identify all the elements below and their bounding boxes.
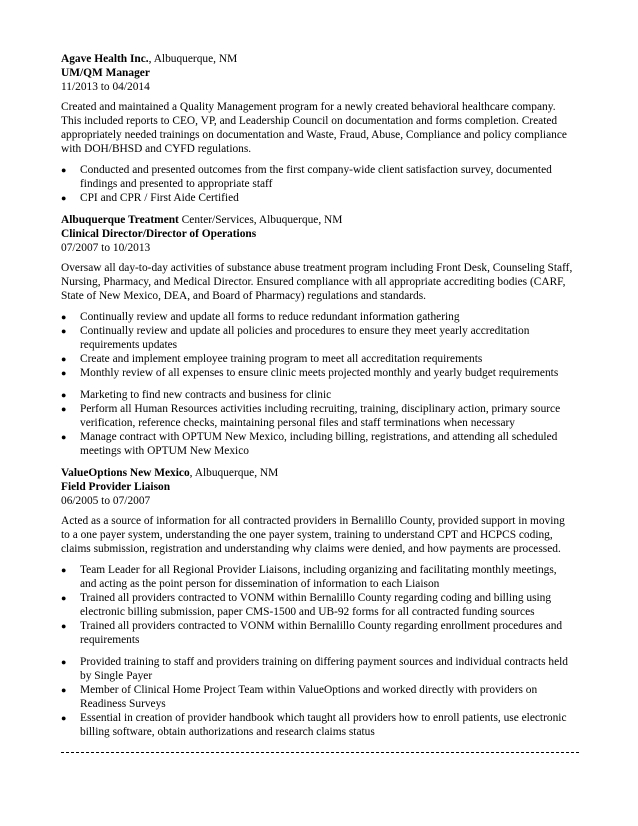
job-dates: 07/2007 to 10/2013 bbox=[61, 242, 151, 254]
bullet-icon: ● bbox=[61, 165, 67, 175]
list-item-text: Continually review and update all forms to reduce redundant information gathering bbox=[80, 311, 460, 323]
bullet-list bbox=[61, 163, 581, 205]
list-item bbox=[61, 402, 581, 430]
list-item-text: requirements bbox=[80, 634, 140, 646]
list-item-text: Member of Clinical Home Project Team within ValueOptions and worked directly with providers on bbox=[80, 684, 538, 696]
summary-line: claims submission, registration and understanding why claims were denied, and how payments are processed. bbox=[61, 543, 561, 555]
list-item-text: billing software, obtain authorizations and research claims status bbox=[80, 726, 375, 738]
bullet-icon: ● bbox=[61, 368, 67, 378]
list-item-text: Essential in creation of provider handbook which taught all providers how to enroll patients, use electronic bbox=[80, 712, 567, 724]
summary-line: Oversaw all day-to-day activities of substance abuse treatment program including Front Desk, Counseling Staff, bbox=[61, 262, 573, 274]
bullet-icon: ● bbox=[61, 390, 67, 400]
job-albuquerque-treatment bbox=[61, 213, 581, 458]
list-item bbox=[61, 619, 581, 647]
summary-line: Nursing, Pharmacy, and Medical Director. Ensured compliance with all appropriate accrediting bodies (CARF, bbox=[61, 276, 566, 288]
summary-line: This included reports to CEO, VP, and Leadership Council on documentation and forms completion. Created bbox=[61, 115, 558, 127]
bullet-icon: ● bbox=[61, 312, 67, 322]
bullet-icon: ● bbox=[61, 713, 67, 723]
list-item-text: Trained all providers contracted to VONM within Bernalillo County regarding coding and billing using bbox=[80, 592, 552, 604]
job-agave bbox=[61, 52, 581, 205]
bullet-icon: ● bbox=[61, 354, 67, 364]
list-item bbox=[61, 655, 581, 683]
bullet-icon: ● bbox=[61, 404, 67, 414]
list-item bbox=[61, 352, 581, 366]
resume-content bbox=[61, 52, 581, 747]
bullet-icon: ● bbox=[61, 621, 67, 631]
bullet-icon: ● bbox=[61, 565, 67, 575]
summary-line: Acted as a source of information for all contracted providers in Bernalillo County, provided support in moving bbox=[61, 515, 565, 527]
list-item bbox=[61, 191, 581, 205]
employer-line bbox=[61, 466, 581, 480]
summary-line: State of New Mexico, DEA, and Board of Pharmacy) regulations and standards. bbox=[61, 290, 427, 302]
bullet-icon: ● bbox=[61, 326, 67, 336]
list-item-text: Manage contract with OPTUM New Mexico, including billing, registrations, and attending all scheduled bbox=[80, 431, 558, 443]
job-title: Clinical Director/Director of Operations bbox=[61, 228, 257, 240]
job-summary bbox=[61, 100, 581, 156]
job-summary bbox=[61, 261, 581, 303]
list-item-text: verification, reference checks, maintaining personal files and staff terminations when necessary bbox=[80, 417, 515, 429]
employer-name: Agave Health Inc. bbox=[61, 53, 149, 65]
bullet-icon: ● bbox=[61, 593, 67, 603]
employer-location: Center/Services, Albuquerque, NM bbox=[178, 214, 343, 226]
list-item bbox=[61, 324, 581, 352]
bullet-list bbox=[61, 388, 581, 458]
list-item-text: Trained all providers contracted to VONM within Bernalillo County regarding enrollment procedures and bbox=[80, 620, 563, 632]
summary-line: to a one payer system, understanding the one payer system, training to understand CPT and HCPCS coding, bbox=[61, 529, 553, 541]
list-item-text: electronic billing submission, paper CMS-1500 and UB-92 forms for all contracted funding sources bbox=[80, 606, 535, 618]
list-item-text: Create and implement employee training program to meet all accreditation requirements bbox=[80, 353, 483, 365]
job-dates: 06/2005 to 07/2007 bbox=[61, 495, 151, 507]
bottom-divider bbox=[61, 752, 579, 753]
list-item-text: Conducted and presented outcomes from the first company-wide client satisfaction survey, documented bbox=[80, 164, 552, 176]
summary-line: Created and maintained a Quality Management program for a newly created behavioral healthcare company. bbox=[61, 101, 556, 113]
bullet-icon: ● bbox=[61, 657, 67, 667]
summary-line: with DOH/BHSD and CYFD regulations. bbox=[61, 143, 252, 155]
employer-location: , Albuquerque, NM bbox=[189, 467, 279, 479]
list-item bbox=[61, 563, 581, 591]
job-summary bbox=[61, 514, 581, 556]
list-item-text: Perform all Human Resources activities including recruiting, training, disciplinary action, primary source bbox=[80, 403, 561, 415]
list-item-text: requirements updates bbox=[80, 339, 178, 351]
bullet-list bbox=[61, 655, 581, 739]
list-item-text: Marketing to find new contracts and business for clinic bbox=[80, 389, 332, 401]
list-item-text: Team Leader for all Regional Provider Liaisons, including organizing and facilitating monthly meetings, bbox=[80, 564, 557, 576]
list-item bbox=[61, 711, 581, 739]
list-item-text: findings and presented to appropriate staff bbox=[80, 178, 273, 190]
employer-location: , Albuquerque, NM bbox=[148, 53, 238, 65]
job-valueoptions bbox=[61, 466, 581, 739]
list-item bbox=[61, 388, 581, 402]
bullet-icon: ● bbox=[61, 432, 67, 442]
list-item bbox=[61, 163, 581, 191]
job-title: UM/QM Manager bbox=[61, 67, 150, 79]
list-item-text: Continually review and update all policies and procedures to ensure they meet yearly accreditation bbox=[80, 325, 530, 337]
bullet-list bbox=[61, 563, 581, 647]
list-item-text: meetings with OPTUM New Mexico bbox=[80, 445, 249, 457]
summary-line: appropriately needed trainings on documentation and Waste, Fraud, Abuse, Compliance and policy compliance bbox=[61, 129, 567, 141]
list-item bbox=[61, 683, 581, 711]
list-item-text: by Single Payer bbox=[80, 670, 153, 682]
list-item bbox=[61, 430, 581, 458]
bullet-list bbox=[61, 310, 581, 380]
list-item-text: Readiness Surveys bbox=[80, 698, 166, 710]
employer-line bbox=[61, 52, 581, 66]
job-title: Field Provider Liaison bbox=[61, 481, 171, 493]
list-item-text: Monthly review of all expenses to ensure clinic meets projected monthly and yearly budget requirements bbox=[80, 367, 559, 379]
employer-name: Albuquerque Treatment bbox=[61, 214, 179, 226]
list-item-text: CPI and CPR / First Aide Certified bbox=[80, 192, 239, 204]
employer-name: ValueOptions New Mexico bbox=[61, 467, 190, 479]
list-item bbox=[61, 366, 581, 380]
list-item bbox=[61, 310, 581, 324]
job-dates: 11/2013 to 04/2014 bbox=[61, 81, 150, 93]
list-item bbox=[61, 591, 581, 619]
bullet-icon: ● bbox=[61, 193, 67, 203]
list-item-text: and acting as the point person for dissemination of information to each Liaison bbox=[80, 578, 440, 590]
bullet-icon: ● bbox=[61, 685, 67, 695]
employer-line bbox=[61, 213, 581, 227]
list-item-text: Provided training to staff and providers training on differing payment sources and individual contracts held bbox=[80, 656, 568, 668]
